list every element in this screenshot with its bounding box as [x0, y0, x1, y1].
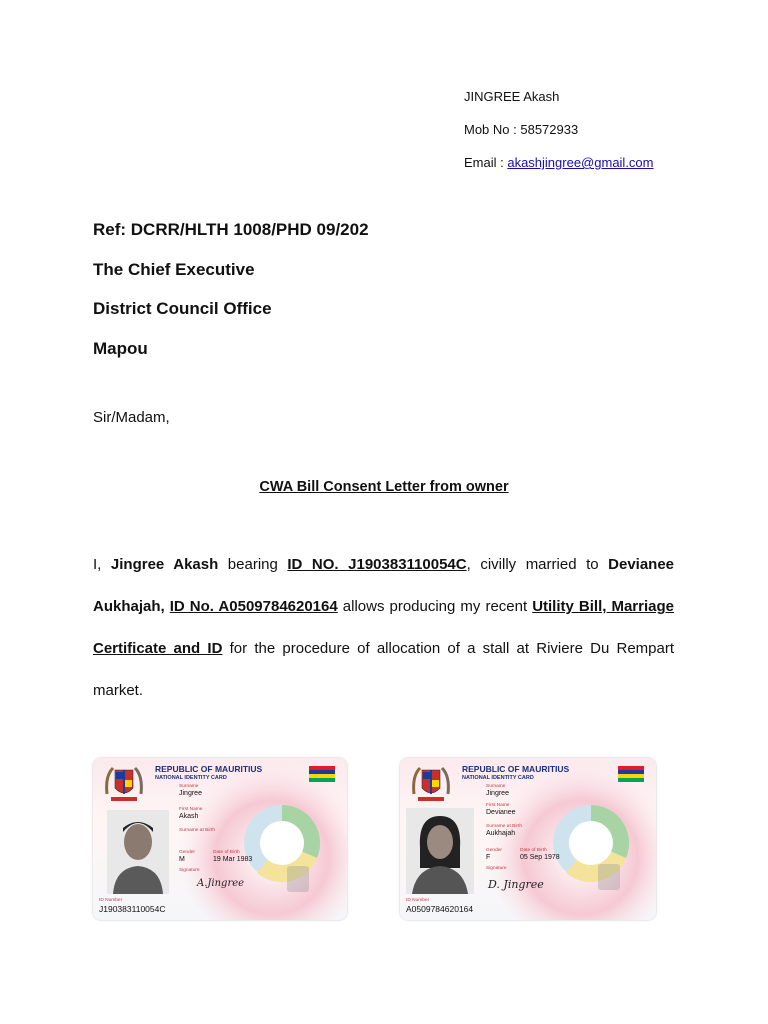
first-name-value: Devianee — [486, 809, 516, 816]
id-card-akash — [93, 758, 347, 920]
card-header-country: REPUBLIC OF MAURITIUS — [155, 764, 263, 774]
gender-value: F — [486, 854, 491, 861]
gender-value: M — [179, 856, 185, 863]
sender-email-label: Email : — [464, 155, 508, 170]
reference-line: Ref: DCRR/HLTH 1008/PHD 09/202 — [93, 220, 369, 239]
surname-value: Jingree — [179, 790, 202, 797]
surname-label: Surname — [179, 784, 199, 789]
body-spouse-id: ID No. A0509784620164 — [169, 598, 338, 615]
card-header-country: REPUBLIC OF MAURITIUS — [462, 764, 570, 774]
holder-signature: A.Jingree — [197, 878, 245, 889]
body-text-1: I, — [93, 556, 111, 573]
gender-label: Gender — [486, 848, 502, 853]
dob-label: Date of Birth — [213, 850, 240, 855]
body-owner-name: Jingree Akash — [110, 556, 219, 573]
holder-photo — [406, 808, 474, 894]
surname-label: Surname — [486, 784, 506, 789]
letter-subject: CWA Bill Consent Letter from owner — [259, 479, 509, 495]
id-number-value: J190383110054C — [99, 904, 166, 914]
sender-block — [464, 88, 654, 187]
gender-label: Gender — [179, 850, 195, 855]
body-owner-id: ID NO. J190383110054C — [287, 556, 467, 573]
body-documents: Utility Bill, Marriage Certificate and ID — [93, 598, 674, 657]
id-card-devianee — [400, 758, 656, 920]
recipient-location: Mapou — [93, 338, 148, 358]
first-name-value: Akash — [179, 813, 199, 820]
dob-value: 05 Sep 1978 — [520, 854, 560, 861]
body-text-6: for the procedure of allocation of a stall at Riviere Du Rempart market. — [93, 640, 675, 699]
sender-name: JINGREE Akash — [464, 89, 560, 104]
letter-body — [93, 544, 674, 712]
surname-birth-label: Surname at Birth — [179, 828, 215, 833]
signature-label: Signature — [486, 866, 507, 871]
recipient-office: District Council Office — [93, 299, 272, 318]
holder-photo — [107, 810, 169, 894]
dob-value: 19 Mar 1983 — [213, 856, 253, 863]
first-name-label: First Name — [179, 807, 203, 812]
id-number-label: ID Number — [406, 898, 430, 903]
card-header-type: NATIONAL IDENTITY CARD — [155, 775, 227, 781]
mauritius-flag-icon — [618, 766, 644, 782]
surname-value: Jingree — [486, 790, 509, 797]
ghost-photo — [598, 864, 620, 890]
body-text-3: , civilly married to — [466, 556, 609, 573]
signature-label: Signature — [179, 868, 200, 873]
ghost-photo — [287, 866, 309, 892]
dob-label: Date of Birth — [520, 848, 547, 853]
id-number-label: ID Number — [99, 898, 123, 903]
recipient-title: The Chief Executive — [93, 259, 255, 279]
card-header-type: NATIONAL IDENTITY CARD — [462, 775, 534, 781]
card-guilloche-pattern — [167, 758, 347, 920]
card-guilloche-pattern — [476, 758, 656, 920]
sender-email-line — [464, 154, 654, 187]
body-spouse-name: Devianee Aukhajah, — [93, 556, 675, 615]
recipient-block — [93, 218, 369, 376]
sender-email-link[interactable]: akashjingree@gmail.com — [507, 155, 654, 170]
id-number-value: A0509784620164 — [406, 904, 474, 914]
surname-birth-label: Surname at Birth — [486, 824, 522, 829]
salutation: Sir/Madam, — [93, 409, 170, 426]
holder-signature: D. Jingree — [488, 878, 544, 891]
body-text-5: allows producing my recent — [337, 598, 533, 615]
body-text-2: bearing — [218, 556, 288, 573]
surname-birth-value: Aukhajah — [486, 830, 516, 837]
first-name-label: First Name — [486, 803, 510, 808]
coat-of-arms-icon — [103, 764, 145, 804]
mauritius-flag-icon — [309, 766, 335, 782]
coat-of-arms-icon — [410, 764, 452, 804]
sender-mobile: Mob No : 58572933 — [464, 122, 579, 137]
